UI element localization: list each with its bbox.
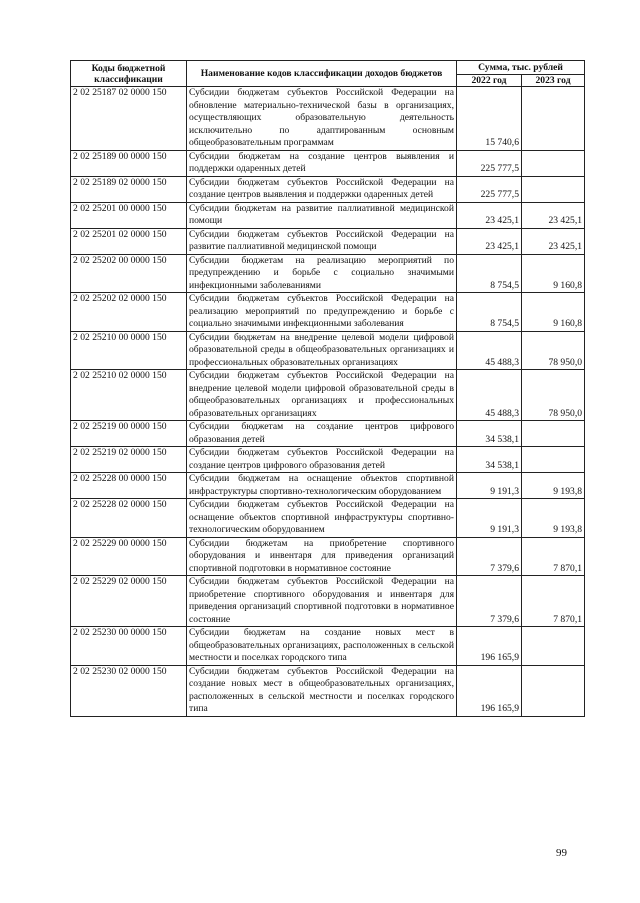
row-amount-2022: 45 488,3 [457, 331, 522, 370]
row-code: 2 02 25229 02 0000 150 [71, 576, 187, 627]
table-row [71, 473, 585, 499]
table-row [71, 202, 585, 228]
row-amount-2022: 23 425,1 [457, 228, 522, 254]
row-amount-2022: 7 379,6 [457, 537, 522, 576]
table-row [71, 176, 585, 202]
row-amount-2023 [522, 421, 585, 447]
table-header [71, 61, 585, 87]
document-page [70, 60, 584, 859]
row-amount-2023: 7 870,1 [522, 537, 585, 576]
row-code: 2 02 25202 02 0000 150 [71, 293, 187, 332]
row-code: 2 02 25229 00 0000 150 [71, 537, 187, 576]
row-amount-2023: 9 160,8 [522, 293, 585, 332]
row-amount-2023: 23 425,1 [522, 202, 585, 228]
row-name: Субсидии бюджетам субъектов Российской Федерации на реализацию мероприятий по предупреждению и борьбе с социально значимыми инфекционными заболевания [187, 293, 457, 332]
row-name: Субсидии бюджетам на приобретение спортивного оборудования и инвентаря для приведения организаций спортивной подготовки в нормативное состояние [187, 537, 457, 576]
table-row [71, 627, 585, 666]
row-code: 2 02 25230 00 0000 150 [71, 627, 187, 666]
row-amount-2023: 9 160,8 [522, 254, 585, 293]
row-name: Субсидии бюджетам на создание центров выявления и поддержки одаренных детей [187, 150, 457, 176]
row-name: Субсидии бюджетам на развитие паллиативной медицинской помощи [187, 202, 457, 228]
row-code: 2 02 25228 00 0000 150 [71, 473, 187, 499]
table-body [71, 87, 585, 717]
budget-table [70, 60, 585, 717]
row-amount-2023: 7 870,1 [522, 576, 585, 627]
row-amount-2022: 45 488,3 [457, 370, 522, 421]
row-amount-2023 [522, 627, 585, 666]
row-code: 2 02 25187 02 0000 150 [71, 87, 187, 151]
header-sum: Сумма, тыс. рублей [457, 61, 585, 75]
row-code: 2 02 25210 02 0000 150 [71, 370, 187, 421]
row-code: 2 02 25201 02 0000 150 [71, 228, 187, 254]
table-row [71, 499, 585, 538]
row-code: 2 02 25189 02 0000 150 [71, 176, 187, 202]
row-code: 2 02 25219 00 0000 150 [71, 421, 187, 447]
table-row [71, 254, 585, 293]
row-amount-2022: 7 379,6 [457, 576, 522, 627]
row-amount-2023 [522, 87, 585, 151]
table-row [71, 447, 585, 473]
row-name: Субсидии бюджетам субъектов Российской Федерации на создание центров цифрового образования детей [187, 447, 457, 473]
row-amount-2023: 9 193,8 [522, 499, 585, 538]
row-amount-2022: 9 191,3 [457, 473, 522, 499]
row-amount-2022: 8 754,5 [457, 254, 522, 293]
table-row [71, 228, 585, 254]
row-name: Субсидии бюджетам субъектов Российской Федерации на приобретение спортивного оборудования и инвентаря для приведения организаций спортивной подготовки в нормативное состояние [187, 576, 457, 627]
row-name: Субсидии бюджетам субъектов Российской Федерации на развитие паллиативной медицинской помощи [187, 228, 457, 254]
table-row [71, 293, 585, 332]
row-name: Субсидии бюджетам субъектов Российской Федерации на создание новых мест в общеобразовательных организациях, расположенных в сельской местности и поселках городского типа [187, 665, 457, 716]
row-amount-2022: 23 425,1 [457, 202, 522, 228]
row-name: Субсидии бюджетам субъектов Российской Федерации на оснащение объектов спортивной инфраструктуры спортивно-технологическим оборудованием [187, 499, 457, 538]
row-amount-2022: 34 538,1 [457, 421, 522, 447]
row-amount-2022: 8 754,5 [457, 293, 522, 332]
row-name: Субсидии бюджетам на создание центров цифрового образования детей [187, 421, 457, 447]
table-row [71, 421, 585, 447]
header-name: Наименование кодов классификации доходов бюджетов [187, 61, 457, 87]
row-amount-2023 [522, 150, 585, 176]
row-amount-2023 [522, 176, 585, 202]
header-codes: Коды бюджетной классификации [71, 61, 187, 87]
header-2023: 2023 год [522, 75, 585, 87]
row-amount-2022: 34 538,1 [457, 447, 522, 473]
row-amount-2023: 78 950,0 [522, 331, 585, 370]
row-amount-2022: 196 165,9 [457, 665, 522, 716]
row-amount-2022: 15 740,6 [457, 87, 522, 151]
row-code: 2 02 25210 00 0000 150 [71, 331, 187, 370]
table-row [71, 331, 585, 370]
row-amount-2023 [522, 447, 585, 473]
row-name: Субсидии бюджетам на создание новых мест в общеобразовательных организациях, расположенных в сельской местности и поселках городского типа [187, 627, 457, 666]
header-2022: 2022 год [457, 75, 522, 87]
row-amount-2022: 225 777,5 [457, 176, 522, 202]
row-code: 2 02 25202 00 0000 150 [71, 254, 187, 293]
page-number: 99 [556, 847, 567, 859]
row-name: Субсидии бюджетам на внедрение целевой модели цифровой образовательной среды в общеобразовательных организациях и профессиональных образовательных организациях [187, 331, 457, 370]
table-row [71, 576, 585, 627]
row-code: 2 02 25228 02 0000 150 [71, 499, 187, 538]
row-name: Субсидии бюджетам субъектов Российской Федерации на создание центров выявления и поддержки одаренных детей [187, 176, 457, 202]
table-row [71, 87, 585, 151]
row-code: 2 02 25230 02 0000 150 [71, 665, 187, 716]
row-amount-2023: 9 193,8 [522, 473, 585, 499]
row-name: Субсидии бюджетам на оснащение объектов спортивной инфраструктуры спортивно-технологическим оборудованием [187, 473, 457, 499]
row-name: Субсидии бюджетам субъектов Российской Федерации на обновление материально-технической базы в организациях, осуществляющих образовательную деятельность исключительно по адаптированным основным общеобразовательным программам [187, 87, 457, 151]
row-name: Субсидии бюджетам субъектов Российской Федерации на внедрение целевой модели цифровой образовательной среды в общеобразовательных организациях и профессиональных образовательных организациях [187, 370, 457, 421]
row-amount-2023: 78 950,0 [522, 370, 585, 421]
row-name: Субсидии бюджетам на реализацию мероприятий по предупреждению и борьбе с социально значимыми инфекционными заболеваниями [187, 254, 457, 293]
row-amount-2023 [522, 665, 585, 716]
table-row [71, 150, 585, 176]
row-code: 2 02 25189 00 0000 150 [71, 150, 187, 176]
row-code: 2 02 25219 02 0000 150 [71, 447, 187, 473]
table-row [71, 665, 585, 716]
row-amount-2022: 225 777,5 [457, 150, 522, 176]
row-amount-2022: 196 165,9 [457, 627, 522, 666]
row-amount-2022: 9 191,3 [457, 499, 522, 538]
row-amount-2023: 23 425,1 [522, 228, 585, 254]
row-code: 2 02 25201 00 0000 150 [71, 202, 187, 228]
table-row [71, 537, 585, 576]
table-row [71, 370, 585, 421]
